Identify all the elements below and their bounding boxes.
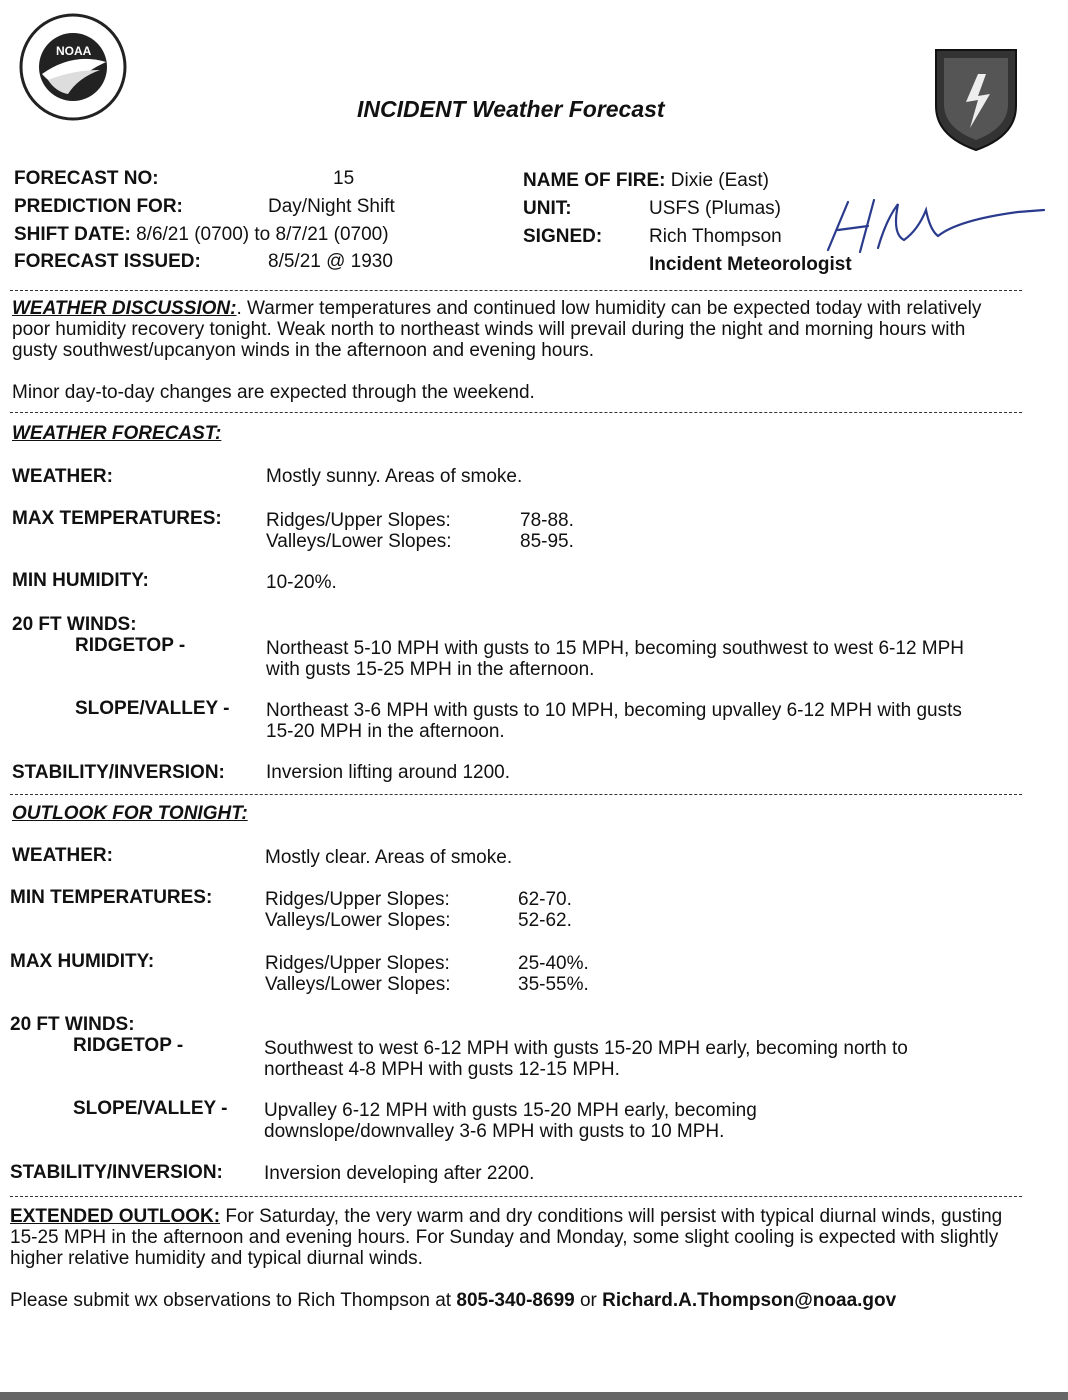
forecast-weather-label: WEATHER: <box>12 466 113 487</box>
extended-outlook-heading: EXTENDED OUTLOOK: <box>10 1206 221 1227</box>
tonight-weather-label: WEATHER: <box>12 845 113 866</box>
divider <box>10 1196 1022 1197</box>
unit-value: USFS (Plumas) <box>649 198 781 219</box>
tonight-weather-value: Mostly clear. Areas of smoke. <box>265 847 513 868</box>
nws-badge-logo <box>928 44 1024 154</box>
min-temp-ridges-label: Ridges/Upper Slopes: <box>265 889 450 910</box>
max-temp-valleys-label: Valleys/Lower Slopes: <box>266 531 452 552</box>
weather-discussion-heading: WEATHER DISCUSSION: <box>12 298 237 319</box>
weather-discussion <box>12 298 1012 361</box>
shift-date-label: SHIFT DATE: <box>14 224 131 245</box>
weather-discussion-note: Minor day-to-day changes are expected through the weekend. <box>12 382 535 403</box>
max-humidity-ridges-value: 25-40%. <box>518 953 589 974</box>
email-address: Richard.A.Thompson@noaa.gov <box>602 1290 897 1311</box>
winds-label: 20 FT WINDS: <box>12 614 137 635</box>
divider <box>10 794 1022 795</box>
signed-label: SIGNED: <box>523 226 603 247</box>
forecast-no-value: 15 <box>333 168 355 189</box>
max-temp-ridges-value: 78-88. <box>520 510 574 531</box>
page-title: INCIDENT Weather Forecast <box>357 96 665 122</box>
noaa-logo-text: NOAA <box>56 44 92 58</box>
max-temp-ridges-label: Ridges/Upper Slopes: <box>266 510 451 531</box>
divider <box>10 412 1022 413</box>
weather-forecast-heading: WEATHER FORECAST: <box>12 423 222 444</box>
max-temp-valleys-value: 85-95. <box>520 531 574 552</box>
forecast-weather-value: Mostly sunny. Areas of smoke. <box>266 466 523 487</box>
shift-date-row <box>14 224 389 246</box>
tonight-winds-label: 20 FT WINDS: <box>10 1014 135 1035</box>
max-humidity-label: MAX HUMIDITY: <box>10 951 155 972</box>
divider <box>10 290 1022 291</box>
min-humidity-value: 10-20%. <box>266 572 337 593</box>
min-temp-ridges-value: 62-70. <box>518 889 572 910</box>
noaa-logo <box>18 12 128 122</box>
extended-outlook <box>10 1206 1025 1269</box>
tonight-ridgetop-label: RIDGETOP - <box>73 1035 184 1056</box>
max-humidity-ridges-label: Ridges/Upper Slopes: <box>265 953 450 974</box>
tonight-ridgetop-value: Southwest to west 6-12 MPH with gusts 15-20 MPH early, becoming north to northeast 4-8 MPH with gusts 12-15 MPH. <box>264 1038 908 1080</box>
stability-label: STABILITY/INVERSION: <box>12 762 225 783</box>
prediction-label: PREDICTION FOR: <box>14 196 183 217</box>
tonight-heading: OUTLOOK FOR TONIGHT: <box>12 803 248 824</box>
footer-or: or <box>574 1290 603 1311</box>
tonight-stability-value: Inversion developing after 2200. <box>264 1163 535 1184</box>
min-temp-label: MIN TEMPERATURES: <box>10 887 213 908</box>
handwritten-signature <box>808 190 1048 260</box>
tonight-stability-label: STABILITY/INVERSION: <box>10 1162 223 1183</box>
ridgetop-value: Northeast 5-10 MPH with gusts to 15 MPH, becoming southwest to west 6-12 MPH with gusts 15-25 MPH in the afternoon. <box>266 638 965 680</box>
tonight-slope-valley-value: Upvalley 6-12 MPH with gusts 15-20 MPH early, becoming downslope/downvalley 3-6 MPH with gusts to 10 MPH. <box>264 1100 757 1142</box>
extended-outlook-text: For Saturday, the very warm and dry conditions will persist with typical diurnal winds, gusting 15-25 MPH in the afternoon and evening hours. For Sunday and Monday, some slight cooling is expected with slightly higher relative humidity and typical diurnal winds. <box>10 1206 1003 1269</box>
fire-row <box>523 170 769 192</box>
forecast-no-label: FORECAST NO: <box>14 168 159 189</box>
slope-valley-label: SLOPE/VALLEY - <box>75 698 230 719</box>
max-temp-label: MAX TEMPERATURES: <box>12 508 222 529</box>
max-humidity-valleys-value: 35-55%. <box>518 974 589 995</box>
min-temp-valleys-label: Valleys/Lower Slopes: <box>265 910 451 931</box>
min-temp-valleys-value: 52-62. <box>518 910 572 931</box>
prediction-value: Day/Night Shift <box>268 196 395 217</box>
max-humidity-valleys-label: Valleys/Lower Slopes: <box>265 974 451 995</box>
fire-value: Dixie (East) <box>670 170 769 191</box>
shift-date-value: 8/6/21 (0700) to 8/7/21 (0700) <box>136 224 389 245</box>
fire-label: NAME OF FIRE: <box>523 170 666 191</box>
footer-text: Please submit wx observations to Rich Thompson at <box>10 1290 457 1311</box>
unit-label: UNIT: <box>523 198 572 219</box>
phone-number: 805-340-8699 <box>456 1290 575 1311</box>
tonight-slope-valley-label: SLOPE/VALLEY - <box>73 1098 228 1119</box>
forecast-issued-label: FORECAST ISSUED: <box>14 251 201 272</box>
stability-value: Inversion lifting around 1200. <box>266 762 510 783</box>
ridgetop-label: RIDGETOP - <box>75 635 186 656</box>
min-humidity-label: MIN HUMIDITY: <box>12 570 149 591</box>
forecast-issued-value: 8/5/21 @ 1930 <box>268 251 393 272</box>
weather-discussion-text: . Warmer temperatures and continued low humidity can be expected today with relatively poor humidity recovery tonight. Weak north to northeast winds will prevail during the night and morning hours with gusty southwest/upcanyon winds in the afternoon and evening hours. <box>12 298 982 361</box>
scan-edge <box>0 1392 1068 1400</box>
signed-value: Rich Thompson <box>649 226 782 247</box>
submit-observations-line <box>10 1290 896 1312</box>
signer-title: Incident Meteorologist <box>649 254 852 275</box>
slope-valley-value: Northeast 3-6 MPH with gusts to 10 MPH, becoming upvalley 6-12 MPH with gusts 15-20 MPH in the afternoon. <box>266 700 962 742</box>
